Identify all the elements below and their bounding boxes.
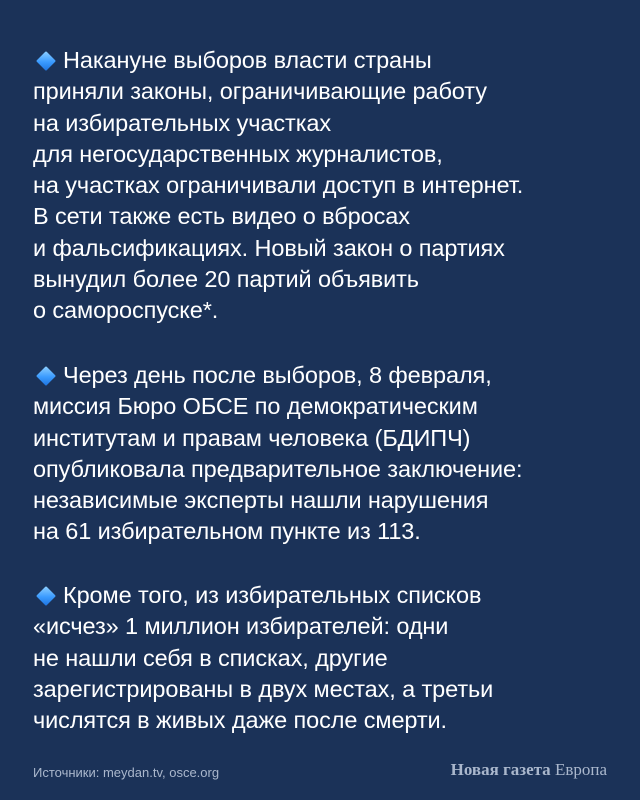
paragraph-line: Через день после выборов, 8 февраля,: [33, 360, 623, 391]
paragraph-line: независимые эксперты нашли нарушения: [33, 487, 489, 514]
paragraph-line: и фальсификациях. Новый закон о партиях: [33, 234, 505, 261]
paragraph-line: не нашли себя в списках, другие: [33, 644, 388, 671]
paragraph-1: [33, 45, 623, 327]
paragraph-line: на избирательных участках: [33, 109, 332, 136]
paragraph-line: миссия Бюро ОБСЕ по демократическим: [33, 393, 478, 420]
paragraph-line: для негосударственных журналистов,: [33, 140, 443, 167]
paragraph-2: [33, 360, 623, 548]
paragraph-3: [33, 580, 623, 736]
paragraph-line: о самороспуске*.: [33, 297, 219, 324]
paragraph-line: Кроме того, из избирательных списков: [33, 580, 623, 611]
blue-diamond-icon: [36, 366, 56, 386]
blue-diamond-icon: [36, 51, 56, 71]
paragraph-line: опубликовала предварительное заключение:: [33, 455, 523, 482]
paragraph-line: вынудил более 20 партий объявить: [33, 266, 419, 293]
brand-logo: [451, 760, 607, 780]
paragraph-line: институтам и правам человека (БДИПЧ): [33, 424, 471, 451]
blue-diamond-icon: [36, 586, 56, 606]
paragraph-line: В сети также есть видео о вбросах: [33, 203, 410, 230]
sources-note: Источники: meydan.tv, osce.org: [33, 765, 220, 780]
paragraph-line: числятся в живых даже после смерти.: [33, 707, 447, 734]
paragraph-line: на участках ограничивали доступ в интернет.: [33, 172, 524, 199]
paragraph-line: на 61 избирательном пункте из 113.: [33, 518, 421, 545]
brand-region: Европа: [554, 760, 607, 779]
paragraph-line: зарегистрированы в двух местах, а третьи: [33, 675, 494, 702]
brand-name: Новая газета: [450, 760, 551, 779]
paragraph-line: приняли законы, ограничивающие работу: [33, 78, 487, 105]
paragraph-line: Накануне выборов власти страны: [33, 45, 623, 76]
paragraph-line: «исчез» 1 миллион избирателей: одни: [33, 613, 449, 640]
